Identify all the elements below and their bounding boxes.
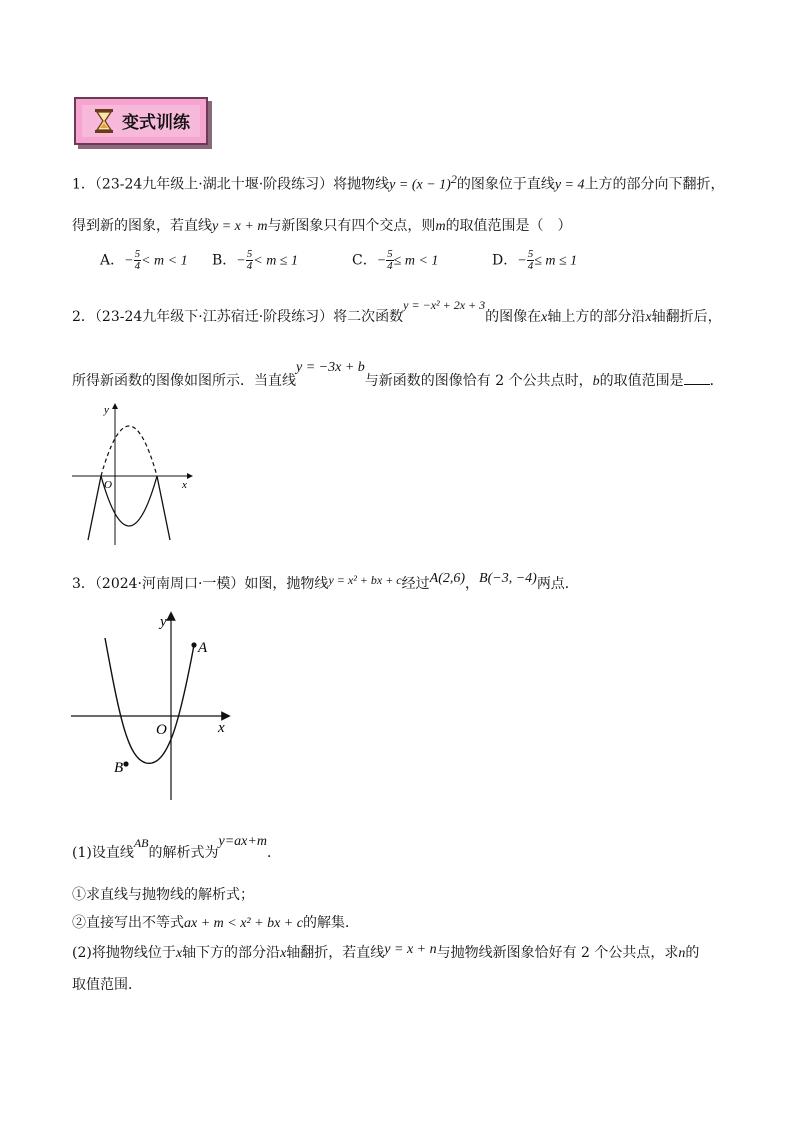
original-parabola-dashed bbox=[101, 426, 157, 476]
q3-comma: ， bbox=[465, 576, 480, 592]
q3-part1-period: ． bbox=[266, 845, 281, 861]
q2-line1 bbox=[72, 298, 722, 326]
option-fraction: $\frac{5}{4}$ bbox=[527, 248, 534, 272]
q3-subpart1: ①求直线与抛物线的解析式； bbox=[72, 887, 254, 903]
q2-intro: 2．（23-24九年级下·江苏宿迁·阶段练习）将二次函数 bbox=[72, 309, 404, 325]
option-label: A． bbox=[100, 252, 125, 269]
option-label: B． bbox=[212, 252, 237, 269]
q3-subpart2 bbox=[72, 912, 359, 932]
x-axis-label: x bbox=[182, 479, 187, 491]
left-branch bbox=[88, 476, 101, 540]
q3-parabola: y = x² + bx + c bbox=[328, 573, 402, 587]
y-axis-label: y bbox=[104, 404, 109, 416]
point-a-label: A bbox=[198, 640, 208, 656]
q2-x-var: x bbox=[541, 310, 548, 325]
q3-x-var: x bbox=[175, 946, 183, 961]
q1-text-f: 的取值范围是（ ） bbox=[445, 218, 572, 234]
section-title: 变式训练 bbox=[122, 113, 190, 133]
q1-option-d[interactable] bbox=[492, 249, 577, 272]
q1-line2-eq: y = x + m bbox=[212, 219, 268, 234]
point-a-dot bbox=[191, 642, 196, 647]
q2-x-var-2: x bbox=[645, 310, 652, 325]
q2-period: ． bbox=[709, 373, 724, 389]
q1-line1 bbox=[72, 172, 725, 194]
q3-intro: 3．（2024·河南周口·一模）如图，抛物线 bbox=[72, 576, 329, 592]
q3-point-a: A(2,6) bbox=[429, 571, 466, 586]
q3-graph bbox=[68, 610, 243, 805]
option-label: D． bbox=[492, 252, 518, 269]
origin-label: O bbox=[156, 722, 167, 738]
option-sign: − bbox=[517, 253, 527, 269]
option-sign: − bbox=[236, 253, 246, 269]
q3-x-var-2: x bbox=[280, 946, 287, 961]
q3-part1-intro: (1)设直线 bbox=[72, 845, 134, 861]
q3-line1 bbox=[72, 573, 579, 593]
option-fraction: $\frac{5}{4}$ bbox=[134, 248, 141, 272]
q1-option-c[interactable] bbox=[352, 249, 438, 272]
q1-text-b: 的图象位于直线 bbox=[456, 176, 555, 193]
q2-text-g: 的取值范围是 bbox=[599, 373, 684, 389]
q2-text-c: 轴上方的部分沿 bbox=[547, 309, 646, 325]
q1-line-eq: y = 4 bbox=[554, 177, 585, 193]
option-relation: < m ≤ 1 bbox=[253, 253, 298, 269]
q3-part2-text-c: 轴翻折，若直线 bbox=[286, 945, 385, 961]
q1-text-d: 得到新的图象，若直线 bbox=[72, 218, 212, 234]
q3-part1-eq: y=ax+m bbox=[218, 834, 267, 849]
option-fraction: $\frac{5}{4}$ bbox=[246, 248, 253, 272]
q3-inequality: ax + m < x² + bx + c bbox=[184, 916, 303, 931]
q3-part2-intro: (2)将抛物线位于 bbox=[72, 945, 176, 961]
option-relation: ≤ m < 1 bbox=[393, 253, 439, 269]
x-axis-label: x bbox=[218, 720, 225, 736]
option-relation: ≤ m ≤ 1 bbox=[534, 253, 578, 269]
q2-text-f: 与新函数的图像恰有 2 个公共点时， bbox=[364, 373, 593, 389]
q3-subpart2-intro: ②直接写出不等式 bbox=[72, 915, 184, 931]
q3-n-var: n bbox=[678, 946, 686, 961]
q3-text-b: 经过 bbox=[401, 576, 430, 592]
q3-ab: AB bbox=[133, 836, 149, 850]
y-axis-label: y bbox=[160, 614, 167, 630]
q2-text-d: 轴翻折后， bbox=[651, 309, 722, 325]
q1-option-a[interactable] bbox=[100, 249, 188, 272]
q3-part2-text-b: 轴下方的部分沿 bbox=[182, 945, 281, 961]
point-b-dot bbox=[123, 761, 128, 766]
q1-text-c: 上方的部分向下翻折， bbox=[584, 176, 725, 193]
q3-part1 bbox=[72, 834, 281, 862]
q2-line2 bbox=[72, 360, 724, 390]
origin-label: O bbox=[104, 479, 112, 491]
point-b-label: B bbox=[114, 760, 124, 776]
option-sign: − bbox=[124, 253, 134, 269]
q3-text-c: 两点． bbox=[536, 576, 579, 592]
option-sign: − bbox=[376, 253, 387, 269]
q1-intro: 1．（23-24九年级上·湖北十堰·阶段练习）将抛物线 bbox=[72, 176, 390, 193]
q1-text-e: 与新图象只有四个交点，则 bbox=[267, 218, 436, 234]
q1-parabola-exp: 2 bbox=[450, 172, 457, 186]
option-label: C． bbox=[352, 252, 377, 269]
q2-answer-blank[interactable] bbox=[684, 372, 710, 385]
q1-option-b[interactable] bbox=[212, 249, 298, 272]
right-branch bbox=[157, 476, 170, 540]
q2-text-e: 所得新函数的图像如图所示．当直线 bbox=[72, 373, 296, 389]
q2-line-eq: y = −3x + b bbox=[296, 360, 365, 375]
hourglass-icon bbox=[94, 108, 114, 134]
q3-part2-text-e: 的 bbox=[685, 945, 700, 961]
parabola-curve bbox=[105, 638, 194, 763]
q2-b-var: b bbox=[592, 374, 600, 389]
q1-m: m bbox=[435, 219, 446, 234]
q1-line2 bbox=[72, 215, 572, 235]
q3-part1-text: 的解析式为 bbox=[148, 845, 219, 861]
option-fraction: $\frac{5}{4}$ bbox=[387, 248, 393, 272]
q3-part2-line2: 取值范围． bbox=[72, 977, 142, 993]
q2-function: y = −x² + 2x + 3 bbox=[403, 298, 486, 312]
q3-subpart2-text: 的解集． bbox=[302, 915, 359, 931]
q3-point-b: B(−3, −4) bbox=[479, 571, 537, 586]
option-relation: < m < 1 bbox=[141, 253, 188, 269]
q3-part2-text-d: 与抛物线新图象恰好有 2 个公共点，求 bbox=[436, 945, 679, 961]
q2-text-b: 的图像在 bbox=[485, 309, 542, 325]
q3-line-eq: y = x + n bbox=[384, 942, 437, 957]
q3-part2 bbox=[72, 942, 699, 962]
q2-graph bbox=[70, 400, 200, 550]
q1-parabola: y = (x − 1) bbox=[389, 177, 451, 193]
